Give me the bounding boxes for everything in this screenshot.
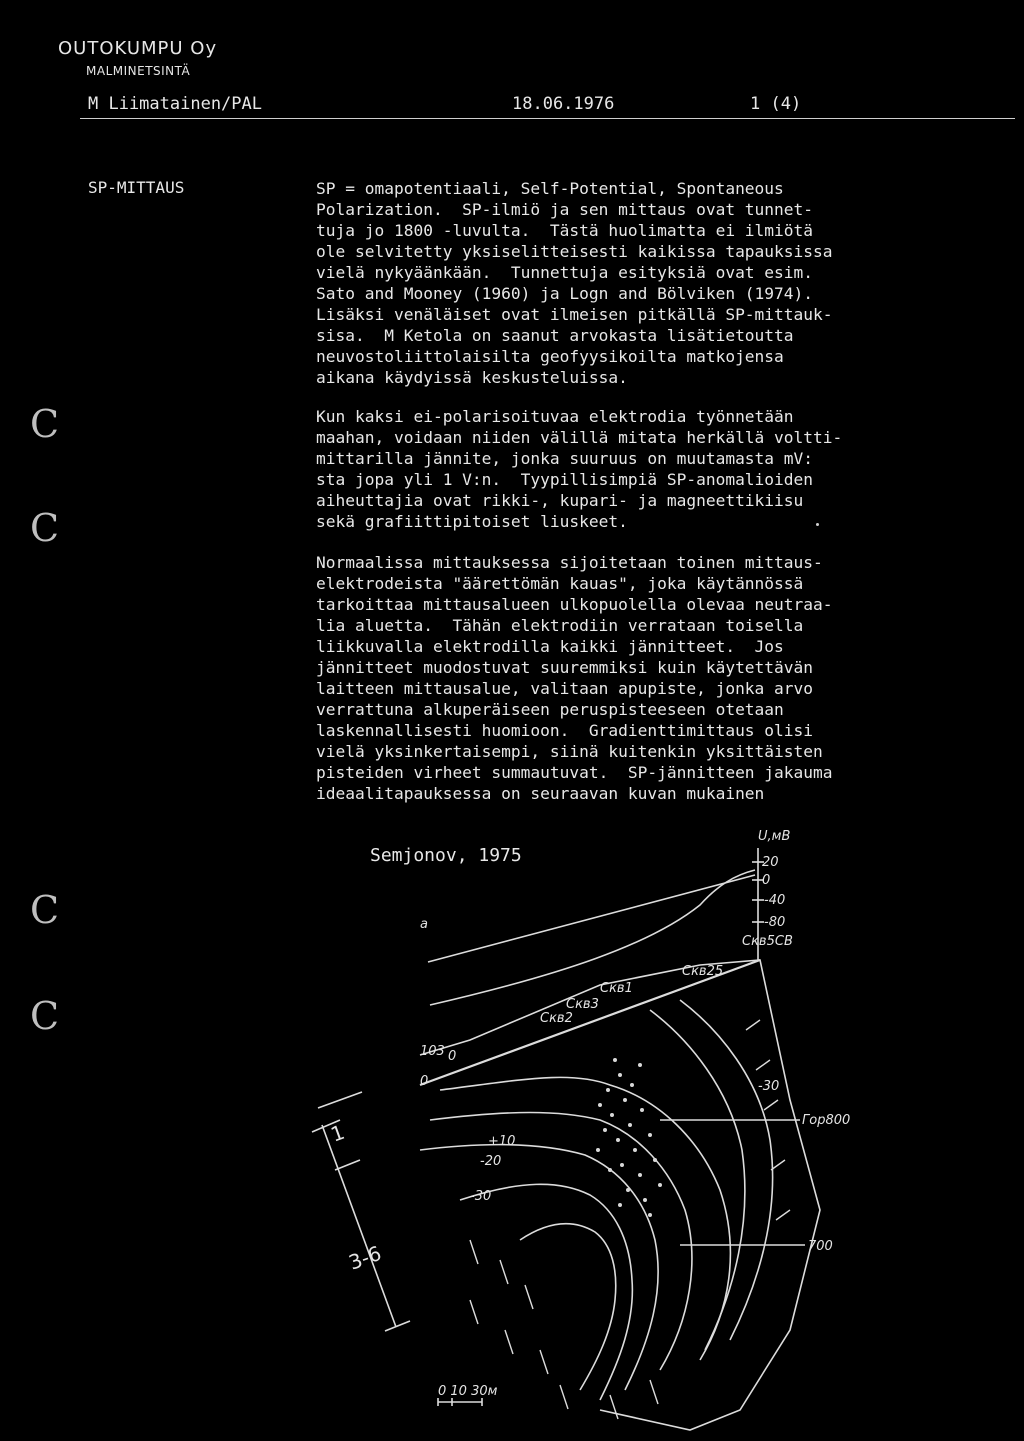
contour-line xyxy=(420,1145,658,1390)
level-label: 700 xyxy=(808,1239,833,1254)
contour-label: 0 xyxy=(420,1074,429,1089)
borehole-label: Скв25 xyxy=(682,964,724,979)
margin-mark: C xyxy=(30,506,60,550)
margin-mark: C xyxy=(30,402,60,446)
borehole-label: Скв3 xyxy=(566,997,599,1012)
sp-profile-curve xyxy=(430,870,755,1005)
text-line: SP = omapotentiaali, Self-Potential, Spontaneous xyxy=(316,179,784,198)
figure-caption: Semjonov, 1975 xyxy=(370,845,522,866)
text-line: vielä yksinkertaisempi, siinä kuitenkin yksittäisten xyxy=(316,742,823,761)
scale-label: 0 10 30м xyxy=(438,1384,498,1399)
text-line: Polarization. SP-ilmiö ja sen mittaus ovat tunnet- xyxy=(316,200,814,219)
text-line: tarkoittaa mittausalueen ulkopuolella olevaa neutraa- xyxy=(316,595,833,614)
sp-profile-baseline xyxy=(428,875,755,962)
text-line: Sato and Mooney (1960) ja Logn and Bölviken (1974). xyxy=(316,284,814,303)
grid-label: 103 xyxy=(420,1044,445,1059)
scan-speck xyxy=(816,523,819,526)
contour-label: -30 xyxy=(470,1189,492,1204)
text-line: liikkuvalla elektrodilla kaikki jännitteet. Jos xyxy=(316,637,784,656)
margin-mark: C xyxy=(30,888,60,932)
text-line: laskennallisesti huomioon. Gradienttimittaus olisi xyxy=(316,721,814,740)
dimension-label: 1 xyxy=(327,1119,348,1147)
axis-tick-label: -80 xyxy=(764,915,786,930)
level-label: Гор800 xyxy=(802,1113,851,1128)
margin-mark: C xyxy=(30,994,60,1038)
contour-line xyxy=(520,1224,616,1390)
text-line: elektrodeista "äärettömän kauas", joka käytännössä xyxy=(316,574,804,593)
text-line: aikana käydyissä keskusteluissa. xyxy=(316,368,628,387)
text-line: Kun kaksi ei-polarisoituvaa elektrodia työnnetään xyxy=(316,407,794,426)
text-line: ole selvitetty yksiselitteisesti kaikissa tapauksissa xyxy=(316,242,833,261)
company-name: OUTOKUMPU Oy xyxy=(58,38,218,59)
text-line: lia aluetta. Tähän elektrodiin verrataan toisella xyxy=(316,616,804,635)
axis-tick-label: 20 xyxy=(762,855,779,870)
text-line: ideaalitapauksessa on seuraavan kuvan mukainen xyxy=(316,784,765,803)
profile-label-a: a xyxy=(420,917,428,932)
value-axis-unit: U,мВ xyxy=(758,829,791,844)
contour-label: +10 xyxy=(488,1134,516,1149)
axis-tick-label: 0 xyxy=(762,873,771,888)
text-line: pisteiden virheet summautuvat. SP-jännitteen jakauma xyxy=(316,763,833,782)
text-line: sisa. M Ketola on saanut arvokasta lisätietoutta xyxy=(316,326,794,345)
text-line: tuja jo 1800 -luvulta. Tästä huolimatta ei ilmiötä xyxy=(316,221,814,240)
contour-label: -30 xyxy=(758,1079,780,1094)
depth-label: 3-6 xyxy=(345,1240,385,1275)
contour-label: -20 xyxy=(480,1154,502,1169)
text-line: vielä nykyäänkään. Tunnettuja esityksiä ovat esim. xyxy=(316,263,814,282)
document-date: 18.06.1976 xyxy=(512,94,615,114)
department-name: MALMINETSINTÄ xyxy=(86,64,191,78)
text-line: neuvostoliittolaisilta geofyysikoilta matkojensa xyxy=(316,347,784,366)
page-number: 1 (4) xyxy=(750,94,802,114)
text-line: Lisäksi venäläiset ovat ilmeisen pitkällä SP-mittauk- xyxy=(316,305,833,324)
contour-line xyxy=(430,1113,692,1371)
text-line: maahan, voidaan niiden välillä mitata herkällä voltti- xyxy=(316,428,843,447)
text-line: aiheuttajia ovat rikki-, kupari- ja magneettikiisu xyxy=(316,491,804,510)
contour-line xyxy=(650,1010,745,1350)
text-line: jännitteet muodostuvat suuremmiksi kuin käytettävän xyxy=(316,658,814,677)
text-line: mittarilla jännite, jonka suuruus on muutamasta mV: xyxy=(316,449,814,468)
borehole-label: Скв5СВ xyxy=(742,934,793,949)
text-line: sta jopa yli 1 V:n. Tyypillisimpiä SP-anomalioiden xyxy=(316,470,814,489)
depth-dimension xyxy=(322,1125,396,1327)
text-line: laitteen mittausalue, valitaan apupiste, jonka arvo xyxy=(316,679,814,698)
author-line: M Liimatainen/PAL xyxy=(88,94,262,114)
text-line: sekä grafiittipitoiset liuskeet. xyxy=(316,512,628,531)
contour-label: 0 xyxy=(448,1049,457,1064)
borehole-label: Скв2 xyxy=(540,1011,573,1026)
text-line: Normaalissa mittauksessa sijoitetaan toinen mittaus- xyxy=(316,553,823,572)
axis-tick-label: -40 xyxy=(764,893,786,908)
ore-body xyxy=(596,1058,662,1217)
section-label: SP-MITTAUS xyxy=(88,178,185,197)
text-line: verrattuna alkuperäiseen peruspisteeseen otetaan xyxy=(316,700,784,719)
borehole-label: Скв1 xyxy=(600,981,633,996)
